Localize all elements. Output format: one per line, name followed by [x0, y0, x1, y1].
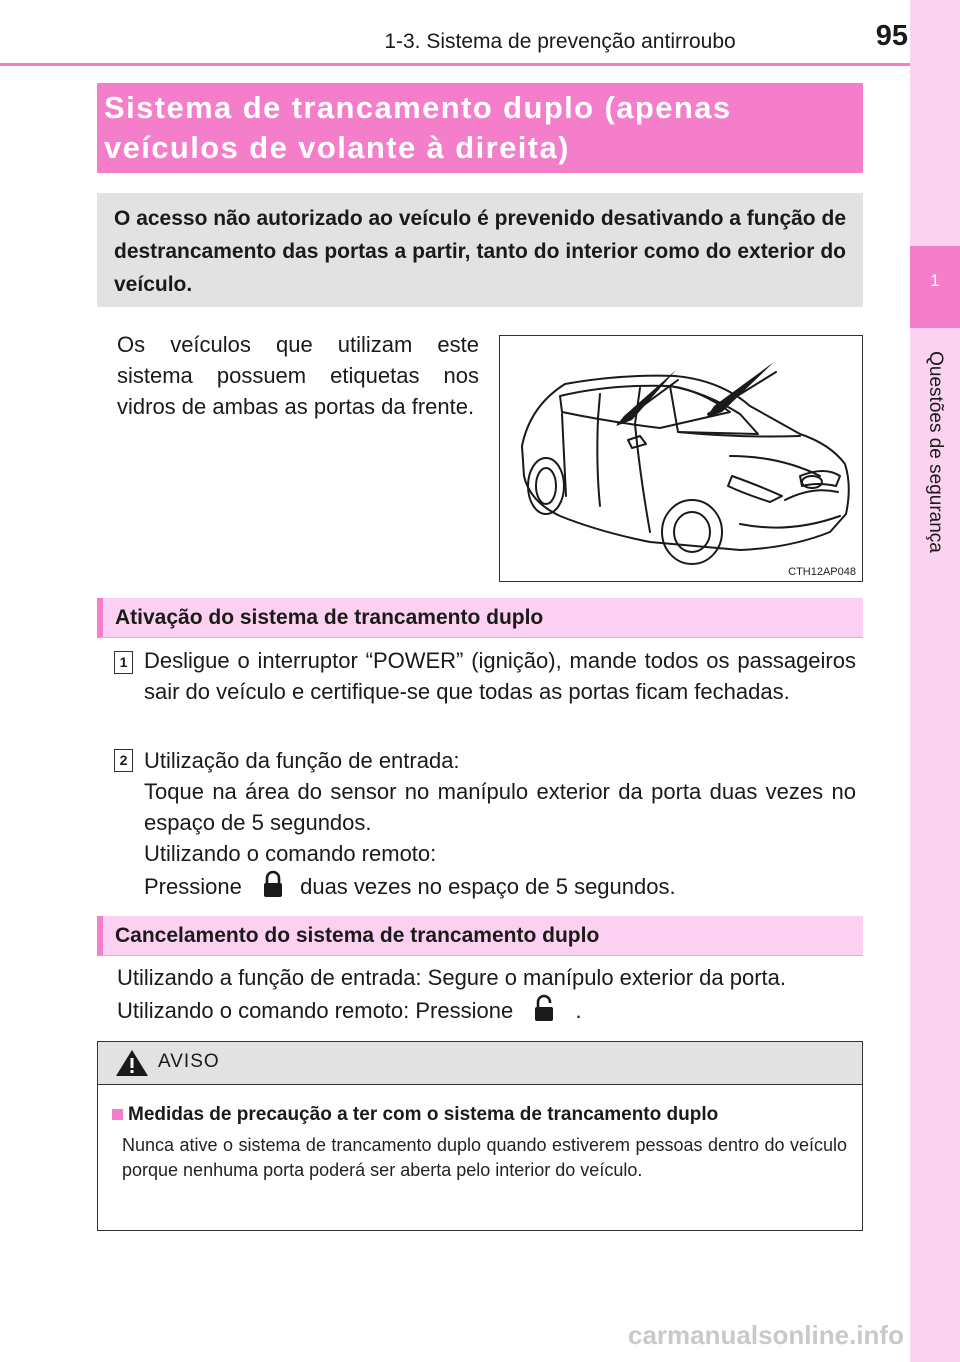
cancel-line-2 — [117, 993, 863, 1031]
step-number-1: 1 — [114, 651, 133, 674]
step-2-line-4 — [144, 869, 856, 907]
step-2-line-3: Utilizando o comando remoto: — [144, 841, 437, 866]
warning-header — [98, 1042, 862, 1085]
step-2-line-1: Utilização da função de entrada: — [144, 748, 460, 773]
car-figure — [499, 335, 863, 582]
step-2-text — [144, 745, 856, 907]
cancel-line-1: Utilizando a função de entrada: Segure o manípulo exterior da porta. — [117, 965, 786, 990]
warning-triangle-icon — [114, 1048, 150, 1083]
step-2-line-2: Toque na área do sensor no manípulo exterior da porta duas vezes no espaço de 5 segundos. — [144, 779, 856, 835]
car-illustration-icon — [500, 336, 862, 581]
cancel-press-suffix: . — [575, 997, 582, 1023]
labels-paragraph: Os veículos que utilizam este sistema possuem etiquetas nos vidros de ambas as portas da frente. — [117, 332, 479, 419]
step-2-press-suffix: duas vezes no espaço de 5 segundos. — [300, 873, 676, 899]
cancel-heading: Cancelamento do sistema de trancamento duplo — [115, 924, 600, 947]
page-number: 95 — [875, 20, 908, 52]
warning-title: AVISO — [158, 1051, 220, 1072]
activation-heading-bar — [97, 598, 863, 638]
watermark: carmanualsonline.info — [628, 1320, 904, 1350]
step-1-text: Desligue o interruptor “POWER” (ignição), mande todos os passageiros sair do veículo e certifique-se que todas as portas ficam fechadas. — [144, 648, 856, 704]
step-number-2: 2 — [114, 749, 133, 772]
cancel-text — [117, 962, 863, 1031]
unlock-icon — [533, 993, 555, 1031]
cancel-heading-bar — [97, 916, 863, 956]
chapter-number: 1 — [930, 271, 940, 290]
header-rule — [0, 63, 910, 66]
lock-icon — [262, 869, 284, 907]
intro-text: O acesso não autorizado ao veículo é prevenido desativando a função de destrancamento das portas a partir, tanto do interior como do exterior do veículo. — [114, 207, 846, 296]
warning-subtitle-row — [112, 1104, 718, 1126]
section-title: 1-3. Sistema de prevenção antirroubo — [384, 30, 736, 53]
warning-body: Nunca ative o sistema de trancamento duplo quando estiverem pessoas dentro do veículo porque nenhuma porta poderá ser aberta pelo interior do veículo. — [122, 1135, 847, 1180]
step-2-press-label: Pressione — [144, 873, 242, 899]
page-title: Sistema de trancamento duplo (apenas veículos de volante à direita) — [104, 90, 732, 165]
chapter-title: Questões de segurança — [925, 351, 946, 553]
cancel-press-label: Utilizando o comando remoto: Pressione — [117, 997, 514, 1023]
warning-box — [97, 1041, 863, 1231]
activation-heading: Ativação do sistema de trancamento duplo — [115, 606, 544, 629]
warning-subtitle: Medidas de precaução a ter com o sistema de trancamento duplo — [128, 1104, 719, 1125]
bullet-square-icon — [112, 1109, 123, 1120]
chapter-side-strip — [910, 0, 960, 1362]
figure-code: CTH12AP048 — [788, 566, 856, 578]
